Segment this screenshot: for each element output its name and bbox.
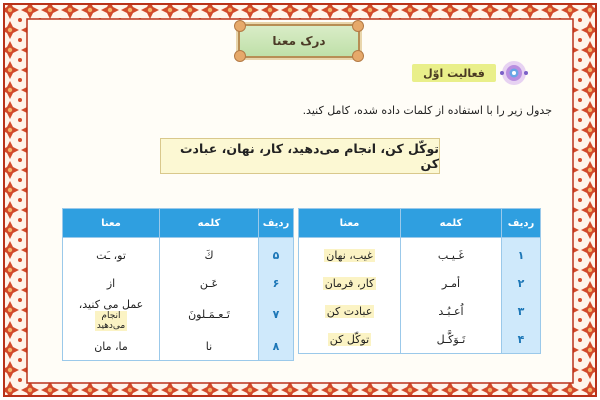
meaning-highlight (95, 311, 128, 331)
row-word: غَـیـب (401, 238, 502, 270)
row-number: ۳ (502, 297, 541, 325)
flower-icon (498, 58, 530, 88)
corner-ornament-icon (234, 50, 246, 62)
vocab-table-left (62, 208, 294, 361)
row-word: عَـن (160, 269, 259, 297)
meaning-extra-top: انجام (101, 311, 121, 321)
row-meaning (63, 297, 160, 332)
table-row (63, 297, 294, 332)
row-number: ۵ (259, 238, 294, 270)
row-meaning: ما، مان (63, 332, 160, 361)
activity-header (412, 62, 528, 84)
header-word: کلمه (160, 209, 259, 238)
table-row (299, 325, 541, 354)
row-meaning: از (63, 269, 160, 297)
activity-pill (412, 64, 496, 82)
table-row (63, 269, 294, 297)
meaning-text: عبادت کن (326, 304, 373, 318)
row-word: كَ (160, 238, 259, 270)
word-bank-text: توکّل کن، انجام می‌دهید، کار، نهان، عبادت کن (180, 141, 439, 171)
meaning-text: غیب، نهان (326, 248, 373, 262)
table-row (63, 238, 294, 270)
word-bank (160, 138, 440, 174)
instruction-text: جدول زیر را با استفاده از کلمات داده شده، کامل کنید. (302, 104, 552, 117)
row-word: اُعـبُـد (401, 297, 502, 325)
table-row (63, 332, 294, 361)
row-meaning (299, 269, 401, 297)
corner-ornament-icon (352, 50, 364, 62)
row-number: ۱ (502, 238, 541, 270)
vocab-table-right (298, 208, 541, 354)
table-row (299, 238, 541, 270)
row-number: ۲ (502, 269, 541, 297)
activity-label: فعالیت اوّل (423, 66, 485, 80)
header-row-number: ردیف (502, 209, 541, 238)
corner-ornament-icon (352, 20, 364, 32)
row-word: تَـعـمَـلونَ (160, 297, 259, 332)
row-number: ۸ (259, 332, 294, 361)
row-word: تَـوَکَّـل (401, 325, 502, 354)
table-row (299, 269, 541, 297)
corner-ornament-icon (234, 20, 246, 32)
row-word: نا (160, 332, 259, 361)
row-number: ۴ (502, 325, 541, 354)
row-word: أمـر (401, 269, 502, 297)
header-row-number: ردیف (259, 209, 294, 238)
meaning-text: کار، فرمان (324, 276, 375, 290)
row-meaning (299, 238, 401, 270)
section-title-badge (238, 24, 360, 58)
header-meaning: معنا (63, 209, 160, 238)
header-meaning: معنا (299, 209, 401, 238)
meaning-text: توکّل کن (329, 332, 370, 346)
table-row (299, 297, 541, 325)
section-title: درک معنا (272, 34, 326, 48)
row-number: ۶ (259, 269, 294, 297)
row-number: ۷ (259, 297, 294, 332)
meaning-extra-bottom: می‌دهید (96, 321, 126, 331)
row-meaning (299, 297, 401, 325)
meaning-text: عمل می کنید، (78, 298, 144, 311)
header-word: کلمه (401, 209, 502, 238)
row-meaning (299, 325, 401, 354)
row-meaning: تو، ـَت (63, 238, 160, 270)
